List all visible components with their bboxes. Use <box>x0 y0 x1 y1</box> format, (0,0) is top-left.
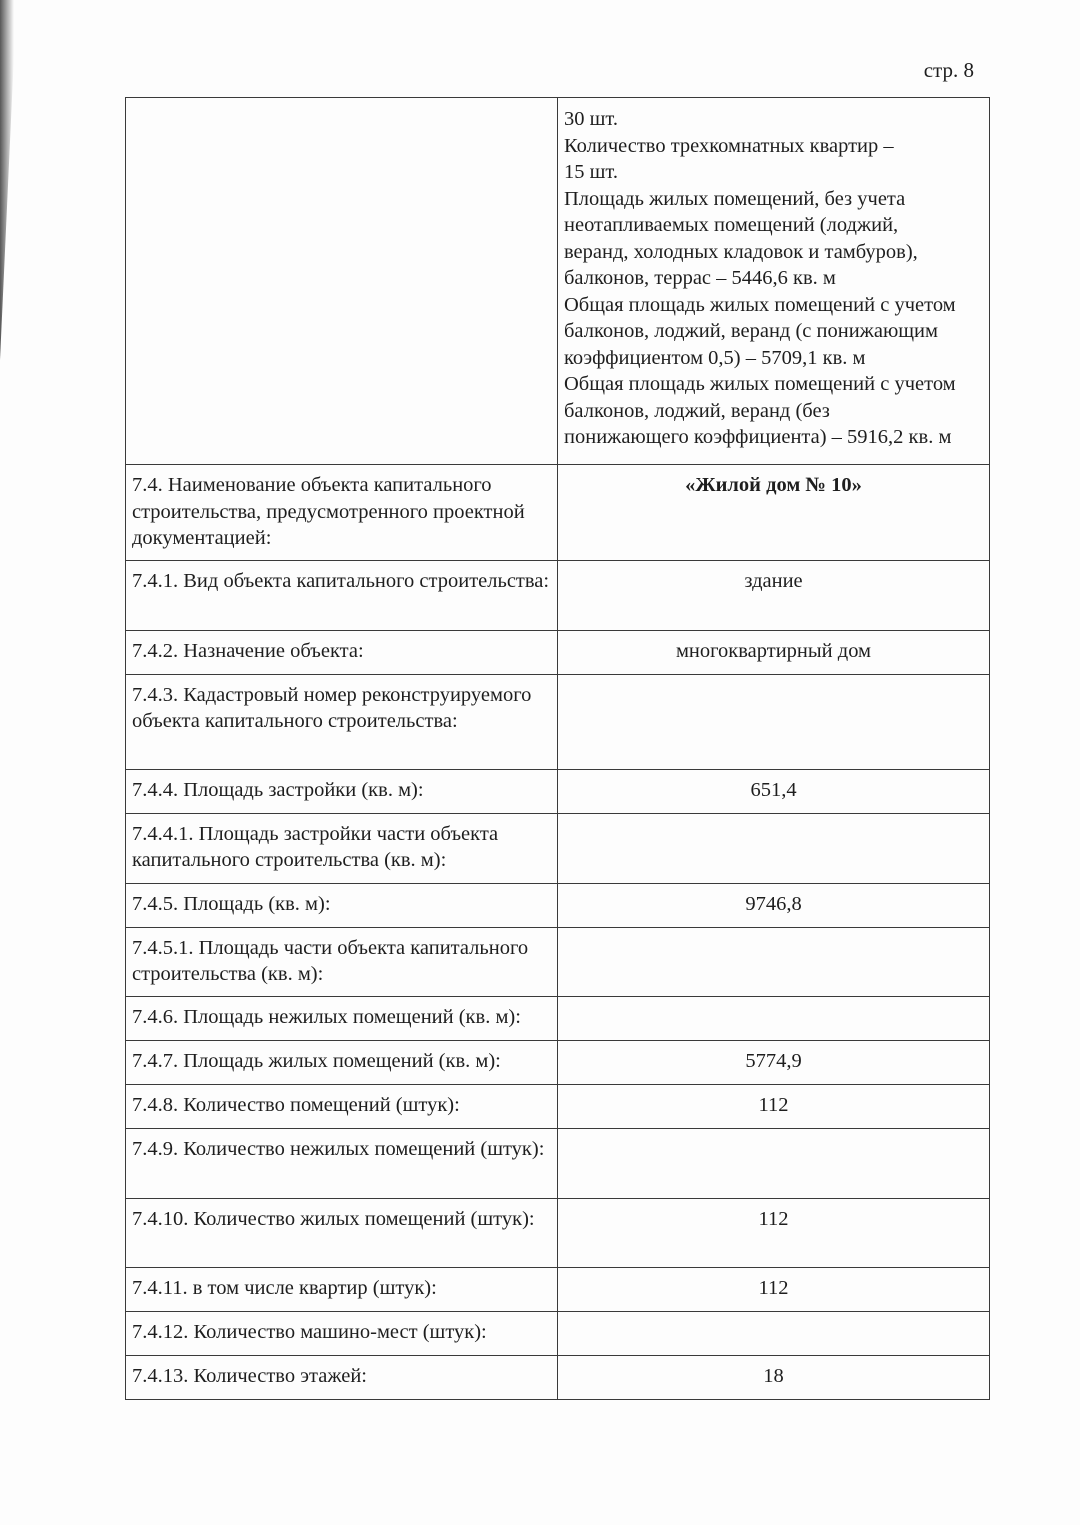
summary-line: Общая площадь жилых помещений с учетом <box>564 373 956 395</box>
table-row <box>126 883 990 927</box>
summary-line: 15 шт. <box>564 161 618 183</box>
summary-line: неотапливаемых помещений (лоджий, <box>564 214 899 236</box>
row-value: 112 <box>558 1267 990 1311</box>
table-row <box>126 1311 990 1355</box>
row-value: 18 <box>558 1355 990 1399</box>
table-row <box>126 1040 990 1084</box>
row-label: 7.4.5.1. Площадь части объекта капитального строительства (кв. м): <box>126 927 558 996</box>
project-declaration-table <box>125 97 990 1400</box>
row-label: 7.4.11. в том числе квартир (штук): <box>126 1267 558 1311</box>
table-row <box>126 674 990 769</box>
row-value: 9746,8 <box>558 883 990 927</box>
row-label: 7.4.13. Количество этажей: <box>126 1355 558 1399</box>
table-row <box>126 996 990 1040</box>
row-value <box>558 996 990 1040</box>
table-row-continuation <box>126 98 990 465</box>
row-value <box>558 1128 990 1198</box>
row-label: 7.4.2. Назначение объекта: <box>126 630 558 674</box>
table-row <box>126 1355 990 1399</box>
row-value <box>558 927 990 996</box>
row-label: 7.4.3. Кадастровый номер реконструируемого объекта капитального строительства: <box>126 674 558 769</box>
label-cell-empty <box>126 98 558 465</box>
summary-line: веранд, холодных кладовок и тамбуров), <box>564 240 918 263</box>
row-value-object-name: «Жилой дом № 10» <box>558 465 990 561</box>
row-value: 112 <box>558 1084 990 1128</box>
row-label: 7.4. Наименование объекта капитального строительства, предусмотренного проектной документацией: <box>126 465 558 561</box>
row-value: 112 <box>558 1198 990 1267</box>
row-label: 7.4.4. Площадь застройки (кв. м): <box>126 769 558 813</box>
row-value: 5774,9 <box>558 1040 990 1084</box>
table-row <box>126 560 990 630</box>
table-row <box>126 927 990 996</box>
row-label: 7.4.4.1. Площадь застройки части объекта капитального строительства (кв. м): <box>126 813 558 883</box>
row-label: 7.4.6. Площадь нежилых помещений (кв. м): <box>126 996 558 1040</box>
row-label: 7.4.10. Количество жилых помещений (штук): <box>126 1198 558 1267</box>
summary-line: Площадь жилых помещений, без учета <box>564 187 906 210</box>
table-row <box>126 1084 990 1128</box>
summary-line: балконов, лоджий, веранд (с понижающим <box>564 320 938 342</box>
row-value <box>558 674 990 769</box>
table-row <box>126 769 990 813</box>
table-row <box>126 1198 990 1267</box>
summary-line: понижающего коэффициента) – 5916,2 кв. м <box>564 426 952 448</box>
table-row <box>126 1267 990 1311</box>
row-label: 7.4.7. Площадь жилых помещений (кв. м): <box>126 1040 558 1084</box>
row-value <box>558 813 990 883</box>
table-row <box>126 813 990 883</box>
row-label: 7.4.1. Вид объекта капитального строительства: <box>126 560 558 630</box>
summary-line: 30 шт. <box>564 108 618 130</box>
table-row <box>126 630 990 674</box>
row-label: 7.4.8. Количество помещений (штук): <box>126 1084 558 1128</box>
page-number: стр. 8 <box>923 58 974 82</box>
summary-line: коэффициентом 0,5) – 5709,1 кв. м <box>564 346 866 369</box>
summary-line: балконов, лоджий, веранд (без <box>564 399 830 422</box>
row-value: 651,4 <box>558 769 990 813</box>
summary-line: Общая площадь жилых помещений с учетом <box>564 293 956 316</box>
summary-line: балконов, террас – 5446,6 кв. м <box>564 267 836 289</box>
row-value: здание <box>558 560 990 630</box>
row-label: 7.4.5. Площадь (кв. м): <box>126 883 558 927</box>
table-row <box>126 465 990 561</box>
value-cell-apartment-summary <box>558 98 990 465</box>
row-label: 7.4.12. Количество машино-мест (штук): <box>126 1311 558 1355</box>
row-value <box>558 1311 990 1355</box>
row-label: 7.4.9. Количество нежилых помещений (штук): <box>126 1128 558 1198</box>
row-value: многоквартирный дом <box>558 630 990 674</box>
table-row <box>126 1128 990 1198</box>
summary-line: Количество трехкомнатных квартир – <box>564 134 894 157</box>
scan-shadow-edge <box>0 0 14 360</box>
